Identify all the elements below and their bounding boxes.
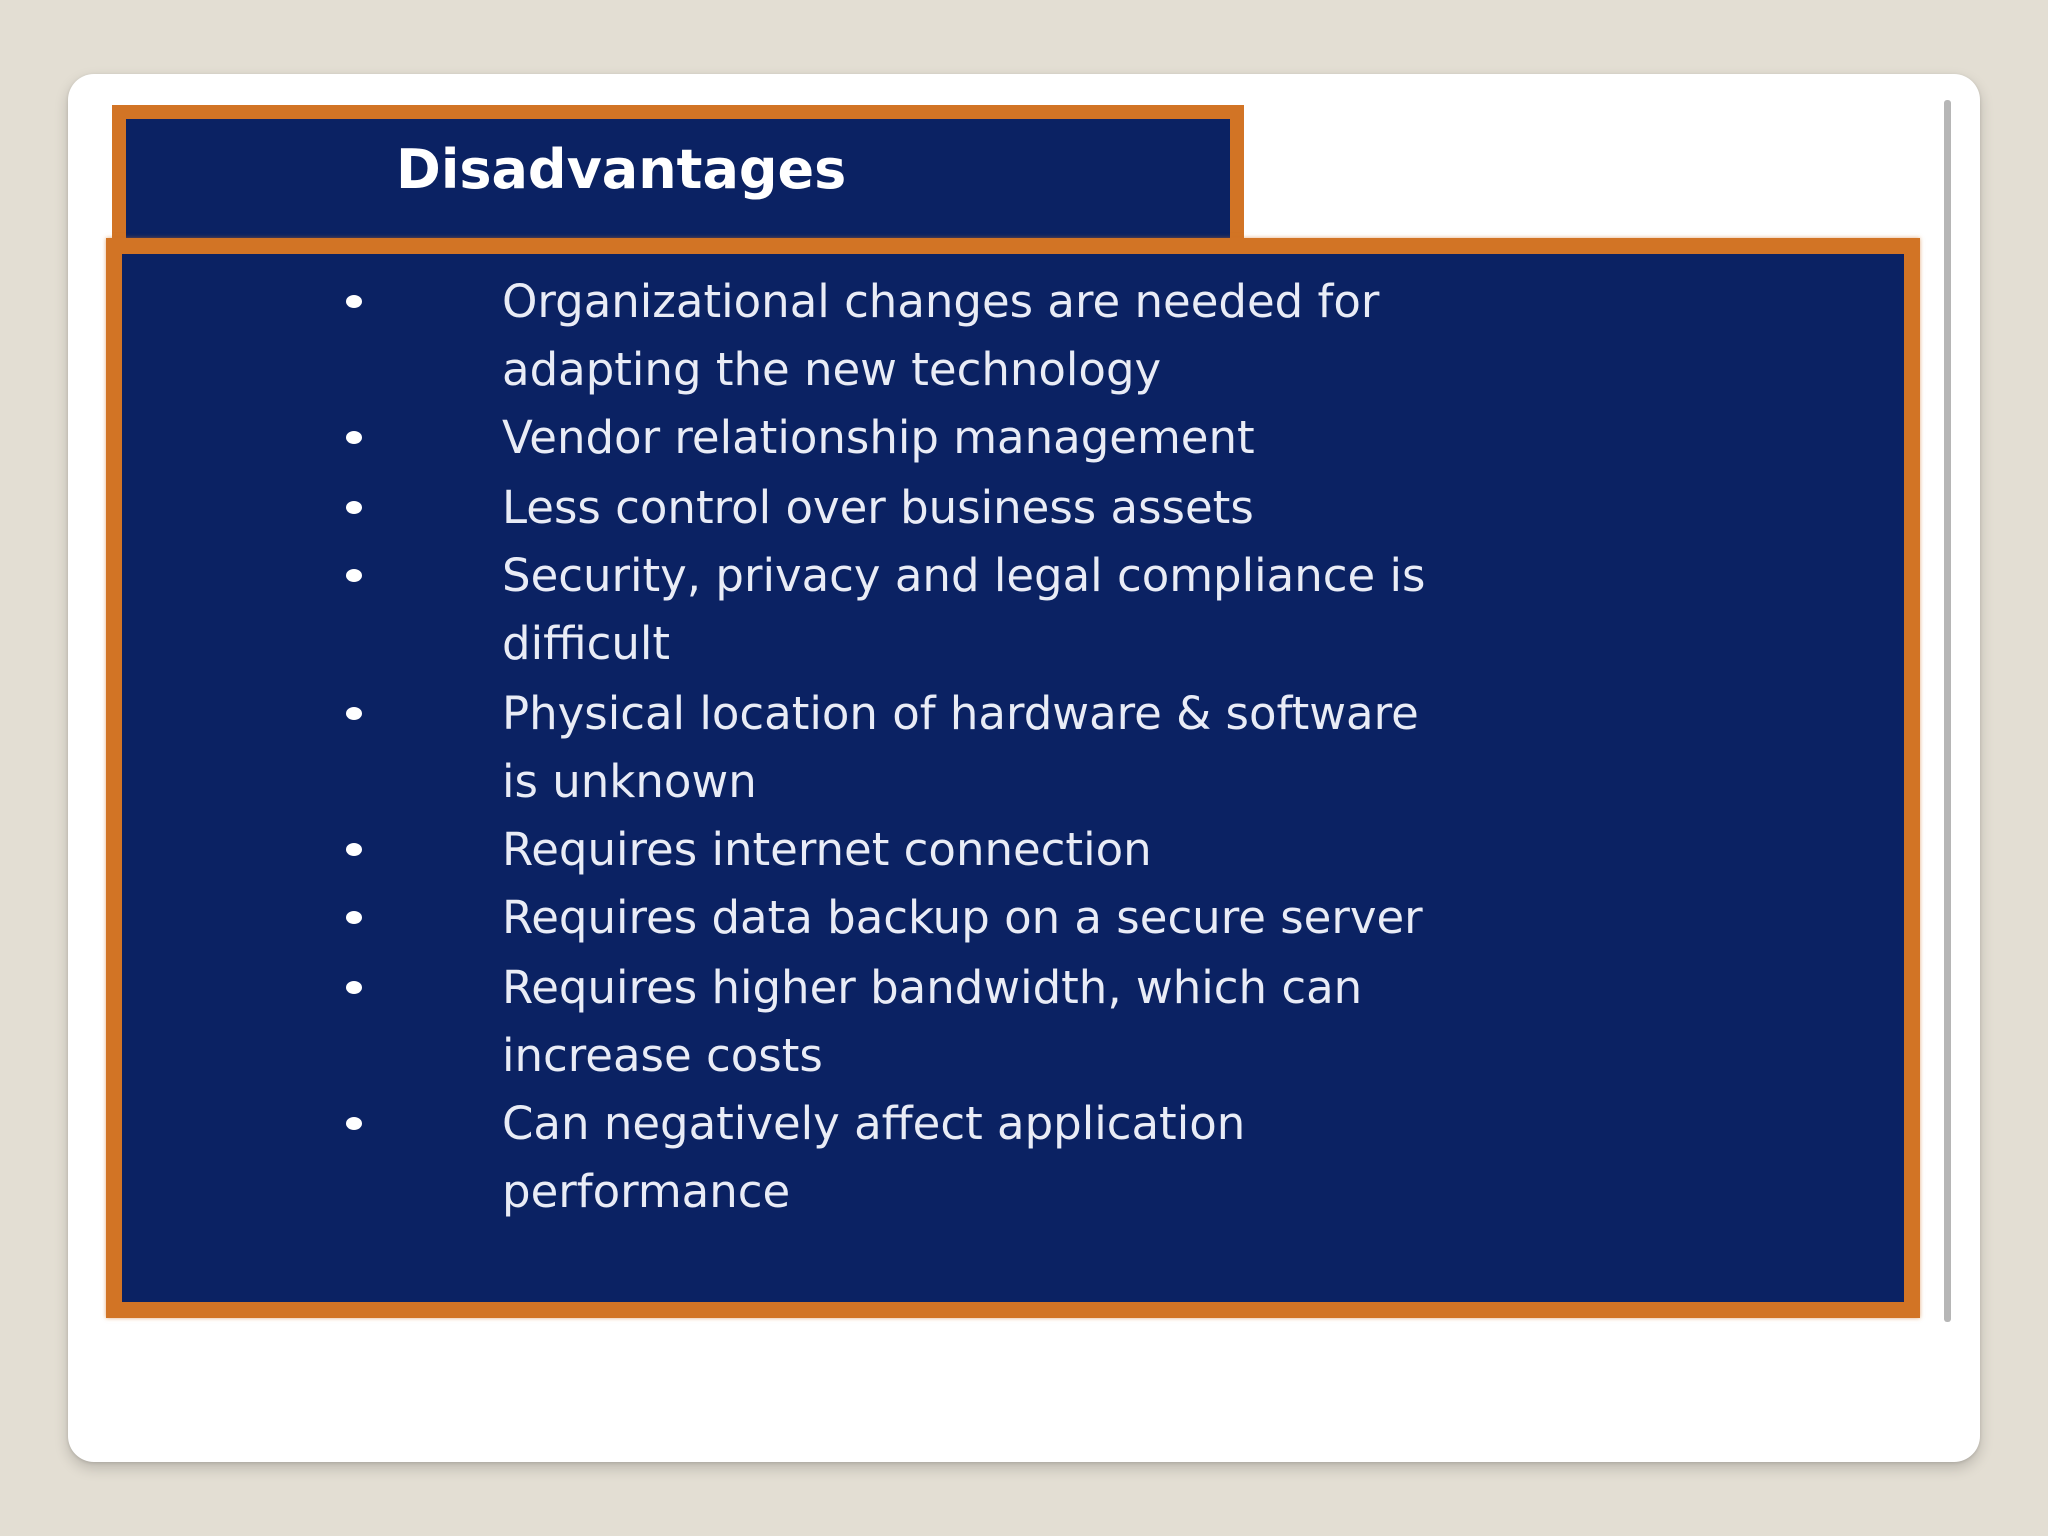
bullet-text xyxy=(502,268,1802,404)
bullet-dot-icon xyxy=(346,911,362,924)
bullet-dot-icon xyxy=(346,707,362,720)
bullet-line: Vendor relationship management xyxy=(502,411,1255,464)
bullet-text xyxy=(502,816,1802,884)
bullet-line: difficult xyxy=(502,617,670,670)
bullet-text xyxy=(502,404,1802,472)
bullet-line: Can negatively affect application xyxy=(502,1097,1246,1150)
bullet-line: adapting the new technology xyxy=(502,343,1162,396)
bullet-dot-icon xyxy=(346,981,362,994)
bullet-text xyxy=(502,1090,1802,1226)
bullet-item xyxy=(224,268,1824,396)
bullet-dot-icon xyxy=(346,501,362,514)
bullet-item xyxy=(224,680,1824,808)
slide-edge-bar xyxy=(1944,100,1951,1322)
bullet-line: Requires internet connection xyxy=(502,823,1152,876)
bullet-text xyxy=(502,680,1802,816)
bullet-line: Security, privacy and legal compliance is xyxy=(502,549,1426,602)
bullet-line: Requires data backup on a secure server xyxy=(502,891,1423,944)
bullet-text xyxy=(502,884,1802,952)
bullet-item xyxy=(224,474,1824,544)
bullet-line: increase costs xyxy=(502,1029,823,1082)
bullet-text xyxy=(502,474,1802,542)
bullet-dot-icon xyxy=(346,569,362,582)
bullet-text xyxy=(502,542,1802,678)
bullet-dot-icon xyxy=(346,843,362,856)
bullet-line: Less control over business assets xyxy=(502,481,1254,534)
bullet-item xyxy=(224,816,1824,886)
bullet-item xyxy=(224,404,1824,474)
bullet-line: Requires higher bandwidth, which can xyxy=(502,961,1363,1014)
title-tab xyxy=(112,105,1244,247)
bullet-dot-icon xyxy=(346,295,362,308)
bullet-item xyxy=(224,954,1824,1082)
bullet-dot-icon xyxy=(346,431,362,444)
bullet-line: performance xyxy=(502,1165,791,1218)
bullet-text xyxy=(502,954,1802,1090)
bullet-item xyxy=(224,1090,1824,1218)
bullet-item xyxy=(224,884,1824,954)
bullet-line: Organizational changes are needed for xyxy=(502,275,1380,328)
bullet-dot-icon xyxy=(346,1117,362,1130)
slide-title: Disadvantages xyxy=(396,138,847,201)
bullet-item xyxy=(224,542,1824,670)
bullet-line: is unknown xyxy=(502,755,757,808)
bullet-line: Physical location of hardware & software xyxy=(502,687,1419,740)
